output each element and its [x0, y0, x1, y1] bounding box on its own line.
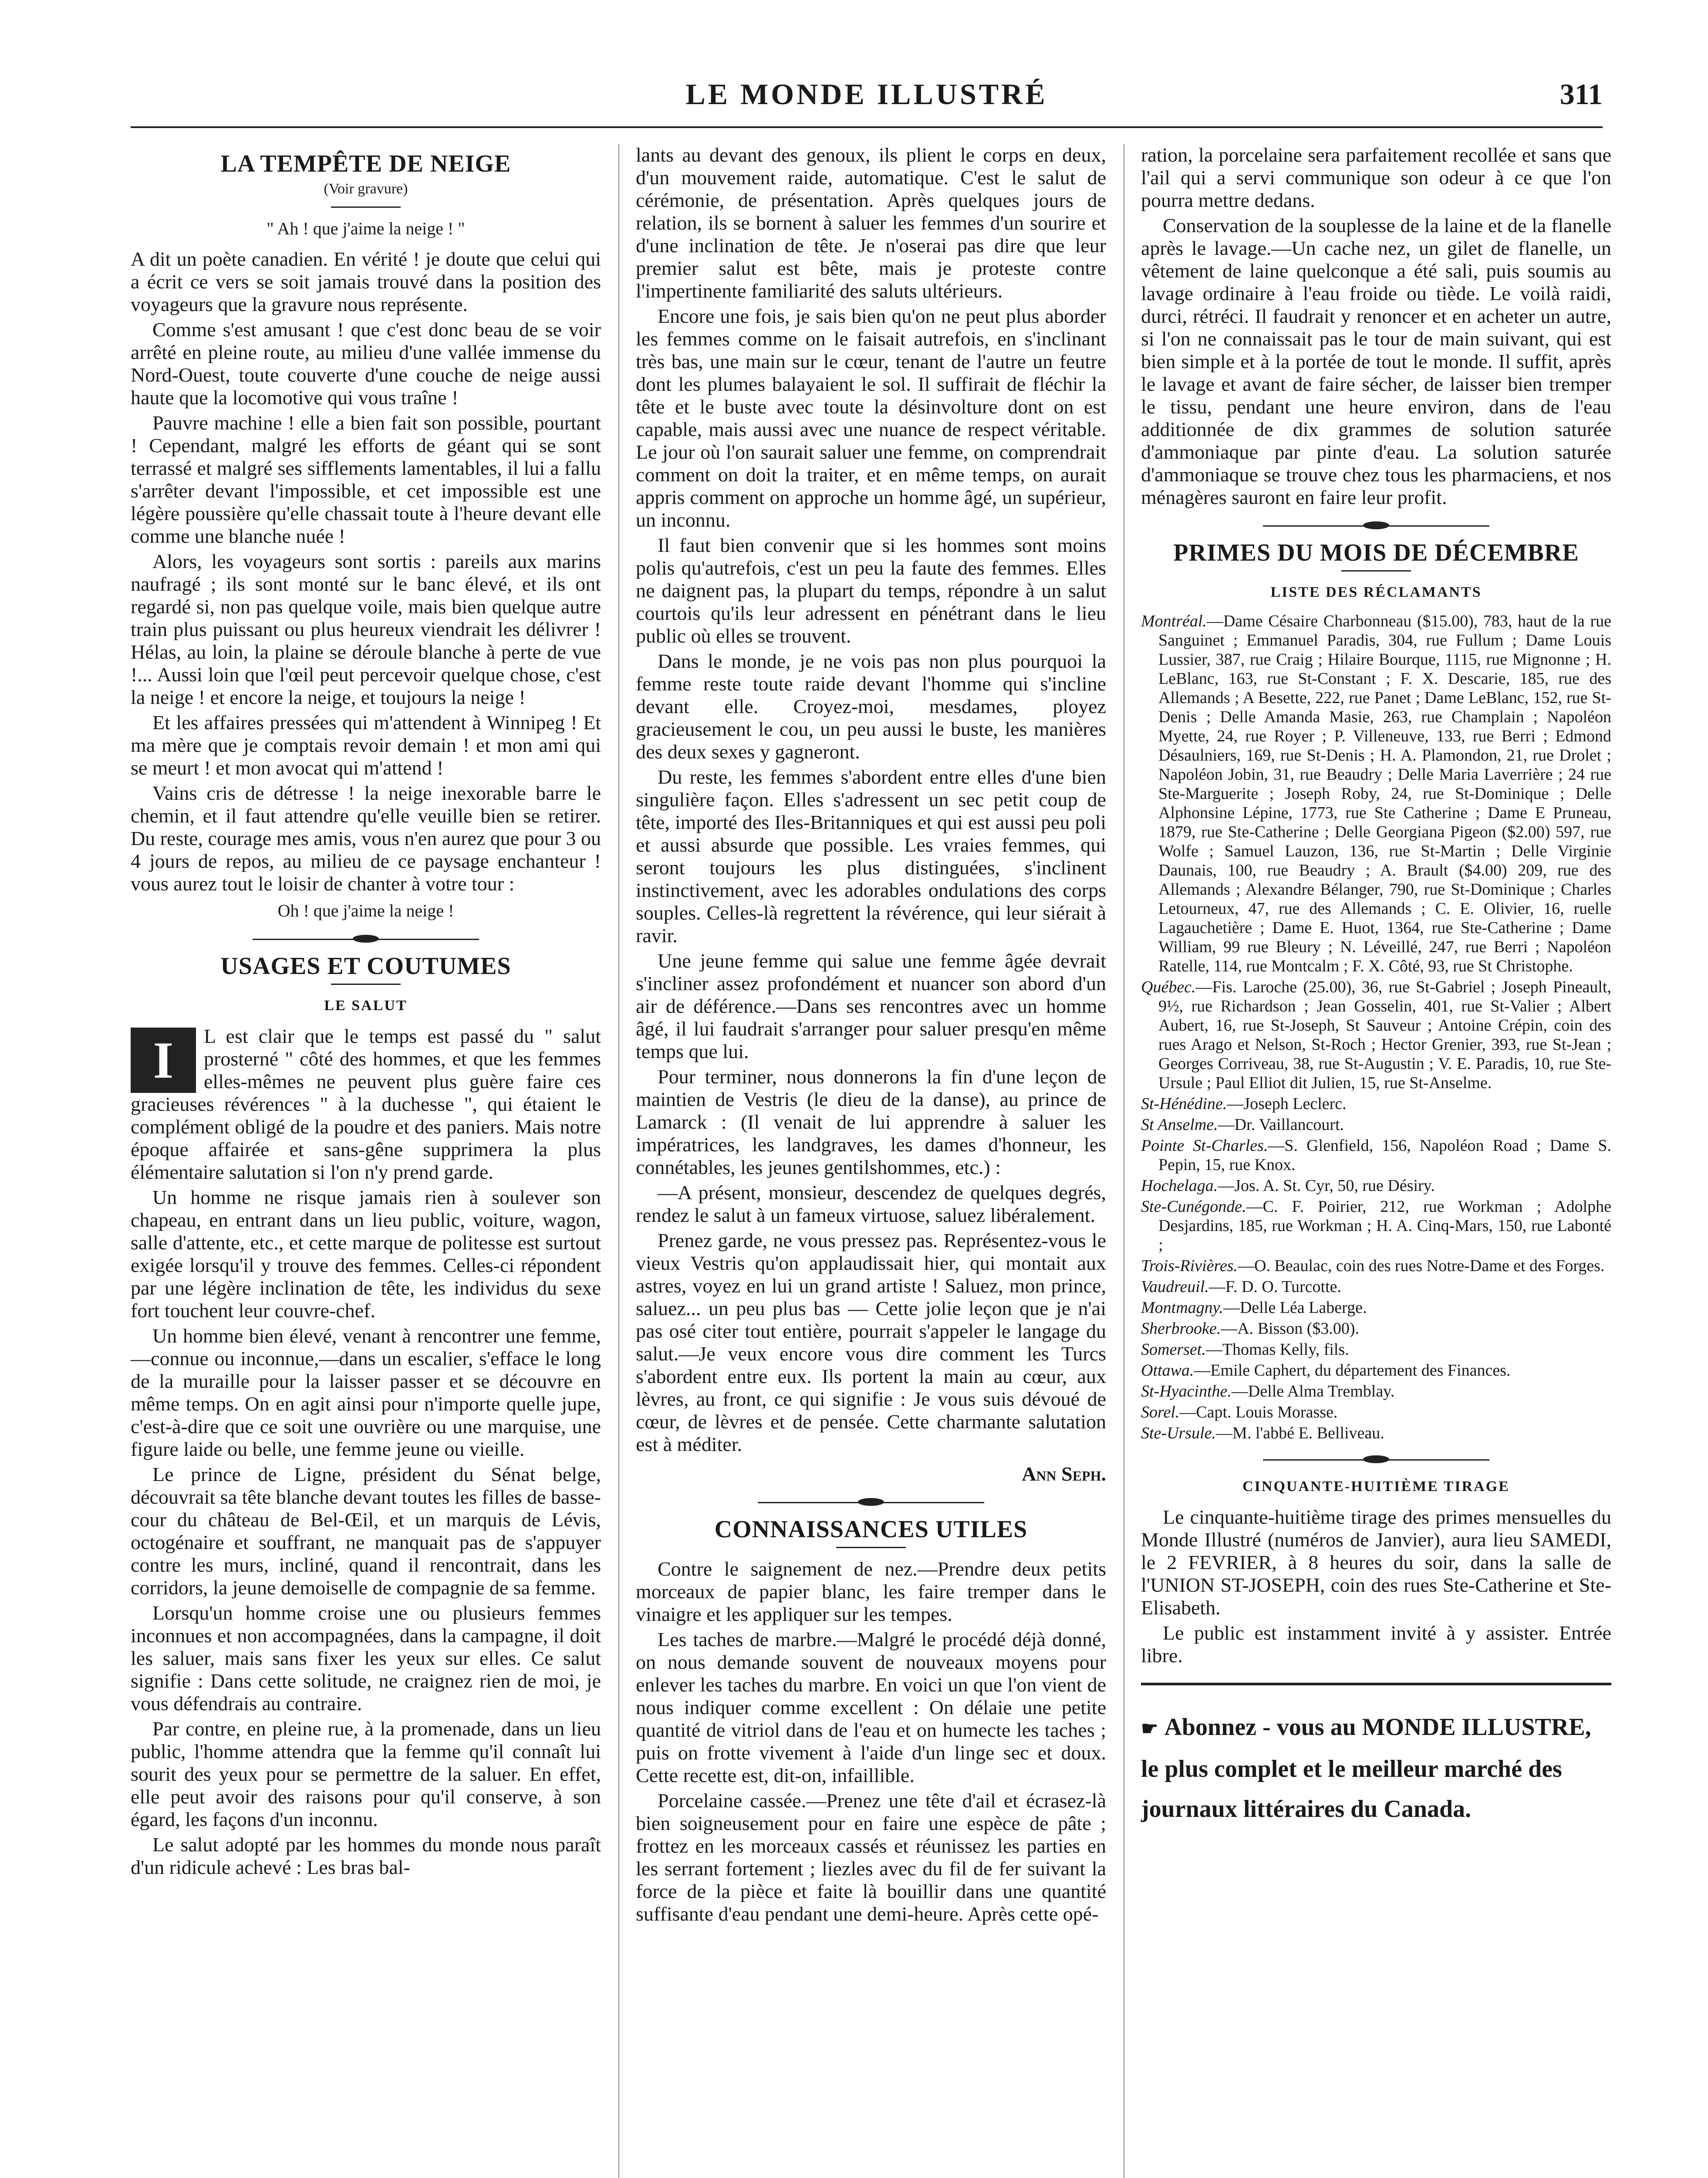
entry-text: —Joseph Leclerc. [1227, 1095, 1347, 1113]
entry-place: Hochelaga. [1141, 1177, 1218, 1195]
list-item [1141, 1298, 1611, 1317]
header-rule [131, 126, 1603, 128]
paragraph: Un homme bien élevé, venant à rencontrer une femme,—connue ou inconnue,—dans un escalier, s'efface le long de la muraille pour la laisser passer et se découvre en même temps. On en agit ainsi pour n'importe quelle jupe, c'est-à-dire que ce soit une ouvrière ou une marquise, une figure laide ou belle, une femme jeune ou vieille. [131, 1325, 601, 1460]
entry-text: —Dr. Vaillancourt. [1218, 1116, 1344, 1134]
entry-text: —Jos. A. St. Cyr, 50, rue Désiry. [1218, 1177, 1435, 1195]
entry-text: —Capt. Louis Morasse. [1179, 1403, 1338, 1421]
list-item [1141, 1319, 1611, 1338]
divider [1341, 570, 1411, 572]
list-item [1141, 1115, 1611, 1134]
paragraph: Le prince de Ligne, président du Sénat belge, découvrait sa tête blanche devant toutes les filles de basse-cour du château de Bel-Œil, et un marquis de Lévis, octogénaire et souffrant, ne manquait pas de s'appuyer contre les murs, incliné, quand il rencontrait, dans les corridors, la jeune demoiselle de compagnie de sa femme. [131, 1463, 601, 1599]
entry-place: Sorel. [1141, 1403, 1180, 1421]
paragraph: Comme s'est amusant ! que c'est donc beau de se voir arrêté en pleine route, au milieu d'une vallée immense du Nord-Ouest, toute couverte d'une couche de neige aussi haute que la locomotive qui vous traîne ! [131, 318, 601, 409]
entry-place: Ste-Cunégonde. [1141, 1197, 1246, 1216]
entry-text: —S. Glenfield, 156, Napoléon Road ; Dame S. Pepin, 15, rue Knox. [1158, 1136, 1611, 1174]
list-item [1141, 1256, 1611, 1275]
list-item [1141, 1094, 1611, 1113]
page-number: 311 [1559, 78, 1603, 111]
entry-text: —A. Bisson ($3.00). [1221, 1319, 1359, 1338]
entry-place: Ste-Ursule. [1141, 1424, 1216, 1442]
paragraph: Prenez garde, ne vous pressez pas. Représentez-vous le vieux Vestris qu'on applaudissait hier, qui montait aux astres, voyez en lui un grand artiste ! Saluez, mon prince, saluez... un peu plus bas — Cette jolie leçon que je n'ai pas osé citer tout entière, pourrait s'appeler le langage du salut.—Je veux encore vous dire comment les Turcs s'abordent entre eux. Ils portent la main au cœur, aux lèvres, au front, ce qui signifie : Je vous suis dévoué de cœur, de lèvres et de pensée. Cette charmante salutation est à méditer. [636, 1229, 1106, 1455]
article-title-connaissances: CONNAISSANCES UTILES [714, 1516, 1028, 1543]
entry-text: —Fis. Laroche (25.00), 36, rue St-Gabriel ; Joseph Pineault, 9½, rue Richardson ; Jean Gosselin, 401, rue St-Valier ; Albert Aubert, 16, rue St-Joseph, St Sauveur ; Antoine Crépin, coin des rues Arago et Nelson, St-Roch ; Hector Grenier, 393, rue St-Jean ; Georges Corriveau, 38, rue St-Augustin ; V. E. Paradis, 10, rue Ste-Ursule ; Paul Elliot dit Julien, 15, rue St-Anselme. [1158, 978, 1611, 1092]
entry-text: —Emile Caphert, du département des Finances. [1194, 1361, 1511, 1380]
ornament-divider [1263, 1459, 1489, 1461]
paragraph: Alors, les voyageurs sont sortis : pareils aux marins naufragé ; ils sont monté sur le banc élevé, et ils ont regardé si, non pas quelque voile, mais bien quelque autre train plus puissant ou plus heureux viendrait les délivrer ! Hélas, au loin, la plaine se déroule blanche à perte de vue !... Aussi loin que l'œil peut percevoir quelque chose, c'est la neige ! et encore la neige, et toujours la neige ! [131, 550, 601, 708]
closing-line: Oh ! que j'aime la neige ! [277, 901, 454, 920]
section-title-tirage: CINQUANTE-HUITIÈME TIRAGE [1242, 1478, 1510, 1495]
paragraph: A dit un poète canadien. En vérité ! je doute que celui qui a écrit ce vers se soit jamais trouvé dans la position des voyageurs que la gravure nous représente. [131, 248, 601, 315]
entry-text: —Thomas Kelly, fils. [1205, 1340, 1349, 1359]
entry-place: Montréal. [1141, 612, 1207, 630]
entry-place: St Anselme. [1141, 1116, 1218, 1134]
article-title-tempete: LA TEMPÊTE DE NEIGE [220, 150, 511, 177]
author-signature: Ann Seph. [1022, 1463, 1106, 1485]
paragraph: Un homme ne risque jamais rien à soulever son chapeau, en entrant dans un lieu public, voiture, wagon, salle d'attente, etc., et cette marque de politesse est surtout exigée lorsqu'il y trouve des femmes. Celles-ci répondent par une légère inclination de tête, les individus du sexe fort touchent leur couvre-chef. [131, 1186, 601, 1322]
entry-place: St-Hénédine. [1141, 1095, 1227, 1113]
paragraph: Le cinquante-huitième tirage des primes mensuelles du Monde Illustré (numéros de Janvier), aura lieu SAMEDI, le 2 FEVRIER, à 8 heures du soir, dans la salle de l'UNION ST-JOSEPH, coin des rues Ste-Catherine et Ste-Elisabeth. [1141, 1506, 1611, 1619]
article-subtitle: (Voir gravure) [324, 181, 408, 197]
list-item [1141, 1403, 1611, 1422]
paragraph: Il faut bien convenir que si les hommes sont moins polis qu'autrefois, c'est un peu la faute des femmes. Elles ne daignent pas, la plupart du temps, répondre à un salut courtois qu'ils leur adressent en pénétrant dans le lieu public où elles se trouvent. [636, 534, 1106, 647]
list-item [1141, 1277, 1611, 1296]
paragraph: Dans le monde, je ne vois pas non plus pourquoi la femme reste toute raide devant l'homme qui s'incline devant elle. Croyez-moi, mesdames, ployez gracieusement le cou, un peu aussi le buste, les manières des deux sexes y gagneront. [636, 650, 1106, 763]
list-item [1141, 977, 1611, 1092]
divider [836, 1547, 906, 1548]
list-item [1141, 1136, 1611, 1174]
list-item [1141, 1176, 1611, 1195]
page-header [131, 78, 1603, 131]
paragraph: Le public est instamment invité à y assister. Entrée libre. [1141, 1622, 1611, 1667]
entry-place: Québec. [1141, 978, 1196, 996]
column-1 [131, 144, 601, 1881]
pointing-hand-icon: ☛ [1141, 1718, 1158, 1739]
ornament-divider [1263, 525, 1489, 527]
paragraph: Pauvre machine ! elle a bien fait son possible, pourtant ! Cependant, malgré les efforts de géant qui se sont terrassé et malgré ses sifflements lamentables, il lui a fallu s'arrêter devant l'impossible, et cet impossible est une légère poussière qu'elle chassait toute à l'heure devant elle comme une blanche nuée ! [131, 412, 601, 547]
paragraph: lants au devant des genoux, ils plient le corps en deux, d'un mouvement raide, automatique. C'est le salut de cérémonie, de présentation. Après quelques jours de relation, ils se bornent à saluer les femmes d'un sourire et d'une inclination de tête. Je n'oserai pas dire que leur premier salut est bête, mais je proteste contre l'impertinente familiarité des saluts ultérieurs. [636, 144, 1106, 302]
list-item [1141, 1197, 1611, 1255]
list-item [1141, 612, 1611, 976]
paragraph: Contre le saignement de nez.—Prendre deux petits morceaux de papier blanc, les faire tremper dans le vinaigre et les appliquer sur les tempes. [636, 1558, 1106, 1625]
entry-place: Vaudreuil. [1141, 1278, 1209, 1296]
entry-place: Montmagny. [1141, 1299, 1223, 1317]
paragraph: Les taches de marbre.—Malgré le procédé déjà donné, on nous demande souvent de nouveaux moyens pour enlever les taches du marbre. En voici un que l'on vient de nous indiquer comme excellent : On délaie une petite quantité de vitriol dans de l'eau et on humecte les taches ; puis on frotte vivement à l'aide d'un linge sec et doux. Cette recette est, dit-on, infaillible. [636, 1628, 1106, 1786]
entry-place: Pointe St-Charles. [1141, 1136, 1268, 1155]
entry-text: —Delle Alma Tremblay. [1231, 1382, 1395, 1400]
paragraph: —A présent, monsieur, descendez de quelques degrés, rendez le salut à un fameux virtuose, saluez libéralement. [636, 1181, 1106, 1226]
article-title-usages: USAGES ET COUTUMES [220, 953, 511, 980]
entry-place: Trois-Rivières. [1141, 1257, 1238, 1275]
thick-rule [1141, 1683, 1611, 1685]
entry-place: Ottawa. [1141, 1361, 1194, 1380]
paragraph: Par contre, en pleine rue, à la promenade, dans un lieu public, l'homme attendra que la femme qu'il connaît lui sourit des yeux pour se permettre de la saluer. En effet, elle peut avoir des raisons pour qu'il conserve, à son égard, les façons d'un inconnu. [131, 1718, 601, 1830]
entry-text: —Dame Césaire Charbonneau ($15.00), 783, haut de la rue Sanguinet ; Emmanuel Paradis, 304, rue Fullum ; Dame Louis Lussier, 387, rue Craig ; Hilaire Bourque, 1115, rue Mignonne ; H. LeBlanc, 163, rue St-Constant ; F. X. Descarie, 185, rue des Allemands ; A Besette, 222, rue Panet ; Dame LeBlanc, 152, rue St-Denis ; Delle Amanda Masie, 263, rue Champlain ; Napoléon Myette, 24, rue Royer ; P. Villeneuve, 133, rue Berri ; Edmond Désaulniers, 169, rue St-Denis ; H. A. Plamondon, 21, rue Drolet ; Napoléon Jobin, 31, rue Beaudry ; Delle Maria Laverrière ; 24 rue Ste-Marguerite ; Joseph Roby, 24, rue St-Dominique ; Delle Alphonsine Lépine, 1773, rue Ste Catherine ; Dame E Pruneau, 1879, rue Ste-Catherine ; Delle Georgiana Pigeon ($2.00) 597, rue Wolfe ; Samuel Lauzon, 136, rue St-Martin ; Delle Virginie Daunais, 100, rue Beaudry ; A. Brault ($4.00) 209, rue des Allemands ; Alexandre Bélanger, 790, rue St-Dominique ; Charles Letourneux, 47, rue des Allemands ; C. E. Olivier, 16, ruelle Lagauchetière ; Dame E. Huot, 1364, rue Ste-Catherine ; Dame William, 99 rue Bleury ; N. Léveillé, 247, rue Berri ; Napoléon Ratelle, 114, rue Montcalm ; F. X. Côté, 93, rue St Christophe. [1158, 612, 1611, 975]
entry-place: St-Hyacinthe. [1141, 1382, 1232, 1400]
ad-text: Abonnez - vous au MONDE ILLUSTRE, le plus complet et le meilleur marché des journaux littéraires du Canada. [1141, 1714, 1591, 1823]
entry-text: —M. l'abbé E. Belliveau. [1216, 1424, 1384, 1442]
paragraph: Lorsqu'un homme croise une ou plusieurs femmes inconnues et non accompagnées, dans la campagne, il doit les saluer, mais sans fixer les yeux sur elles. Ce salut signifie : Dans cette solitude, ne craignez rien de moi, je vous défendrais au contraire. [131, 1602, 601, 1715]
paragraph: Le salut adopté par les hommes du monde nous paraît d'un ridicule achevé : Les bras bal- [131, 1833, 601, 1878]
list-item [1141, 1424, 1611, 1443]
entry-place: Somerset. [1141, 1340, 1206, 1359]
entry-place: Sherbrooke. [1141, 1319, 1221, 1338]
dropcap-letter: I [131, 1028, 196, 1093]
ornament-divider [253, 939, 479, 940]
article-subtitle-salut: LE SALUT [324, 998, 408, 1014]
column-3 [1141, 144, 1611, 1832]
subscription-ad [1141, 1707, 1611, 1829]
entry-text: —Delle Léa Laberge. [1223, 1299, 1367, 1317]
section-subtitle-reclamants: LISTE DES RÉCLAMANTS [1270, 584, 1482, 600]
masthead-title: LE MONDE ILLUSTRÉ [685, 78, 1048, 111]
paragraph: Conservation de la souplesse de la laine et de la flanelle après le lavage.—Un cache nez, un gilet de flanelle, un vêtement de laine quelconque a été sali, puis soumis au lavage ordinaire à l'eau froide ou tiède. Le voilà raidi, durci, rétréci. Il faudrait y renoncer et en acheter un autre, si l'on ne connaissait pas le tour de main suivant, qui est bien simple et à la portée de tout le monde. Il suffit, après le lavage et avant de faire sécher, de laisser bien tremper le tissu, pendant une heure environ, dans de l'eau additionnée de dix grammes de solution saturée d'ammoniaque par pinte d'eau. La solution saturée d'ammoniaque se trouve chez tous les pharmaciens, et nos ménagères sauront en faire leur profit. [1141, 214, 1611, 508]
divider [331, 984, 401, 985]
paragraph: Vains cris de détresse ! la neige inexorable barre le chemin, et il faut attendre qu'elle veuille bien se retirer. Du reste, courage mes amis, vous n'en aurez que pour 3 ou 4 jours de repos, au milieu de ce paysage enchanteur ! vous aurez tout le loisir de chanter à votre tour : [131, 782, 601, 895]
paragraph: Du reste, les femmes s'abordent entre elles d'une bien singulière façon. Elles s'adressent un sec petit coup de tête, importé des Iles-Britanniques et qui est aussi peu poli et aussi absurde que possible. Les vraies femmes, qui seront toujours les plus distinguées, s'inclinent instinctivement, avec les adorables ondulations des corps souples. Celles-là regrettent la révérence, qui leur siérait à ravir. [636, 766, 1106, 947]
entry-text: —O. Beaulac, coin des rues Notre-Dame et des Forges. [1238, 1257, 1605, 1275]
divider [331, 206, 401, 208]
paragraph: Et les affaires pressées qui m'attendent à Winnipeg ! Et ma mère que je comptais revoir demain ! et mon ami qui se meurt ! et mon avocat qui m'attend ! [131, 711, 601, 779]
ornament-divider [758, 1502, 984, 1503]
list-item [1141, 1382, 1611, 1401]
entry-text: —F. D. O. Turcotte. [1208, 1278, 1342, 1296]
entry-text: —C. F. Poirier, 212, rue Workman ; Adolphe Desjardins, 185, rue Workman ; H. A. Cinq-Mars, 150, rue Labonté ; [1158, 1197, 1611, 1254]
claimants-list [1141, 612, 1611, 1443]
paragraph: Pour terminer, nous donnerons la fin d'une leçon de maintien de Vestris (le dieu de la danse), au prince de Lamarck : (Il venait de lui apprendre à saluer les impératrices, les landgraves, les dames d'honneur, les connétables, les jeunes gentilshommes, etc.) : [636, 1065, 1106, 1178]
list-item [1141, 1361, 1611, 1380]
paragraph-text: L est clair que le temps est passé du " salut prosterné " côté des hommes, et que les femmes elles-mêmes ne peuvent plus guère faire ces gracieuses révérences " à la duchesse ", qui étaient le complément obligé de la poudre et des paniers. Mais notre époque affairée et sans-gêne supprimera la plus élémentaire salutation si l'on n'y prend garde. [131, 1025, 601, 1183]
paragraph [131, 1025, 601, 1184]
column-divider [618, 144, 619, 2178]
epigraph: " Ah ! que j'aime la neige ! " [267, 219, 465, 238]
column-2 [636, 144, 1106, 1928]
section-title-primes: PRIMES DU MOIS DE DÉCEMBRE [1173, 539, 1579, 566]
paragraph: Porcelaine cassée.—Prenez une tête d'ail et écrasez-là bien soigneusement pour en faire une espèce de pâte ; frottez en les morceaux cassés et réunissez les parties en les serrant fortement ; liezles avec du fil de fer suivant la force de la pièce et faite là bouillir dans une quantité suffisante d'eau pendant une demi-heure. Après cette opé- [636, 1789, 1106, 1925]
list-item [1141, 1340, 1611, 1359]
paragraph: Une jeune femme qui salue une femme âgée devrait s'incliner assez profondément et nuancer son abord d'un air de déférence.—Dans ses rencontres avec un homme âgé, il lui faudrait s'arranger pour saluer presqu'en même temps que lui. [636, 950, 1106, 1062]
paragraph: Encore une fois, je sais bien qu'on ne peut plus aborder les femmes comme on le faisait autrefois, en s'inclinant très bas, une main sur le cœur, tenant de l'autre un feutre dont les plumes balayaient le sol. Il suffirait de fléchir la tête et le buste avec toute la désinvolture dont on est capable, mais aussi avec une nuance de respect véritable. Le jour où l'on saurait saluer une femme, on comprendrait comment on doit la traiter, et en même temps, on aurait appris comment on approche un homme âgé, un supérieur, un inconnu. [636, 305, 1106, 531]
paragraph: ration, la porcelaine sera parfaitement recollée et sans que l'ail qui a servi communique son odeur à ce que l'on pourra mettre dedans. [1141, 144, 1611, 211]
